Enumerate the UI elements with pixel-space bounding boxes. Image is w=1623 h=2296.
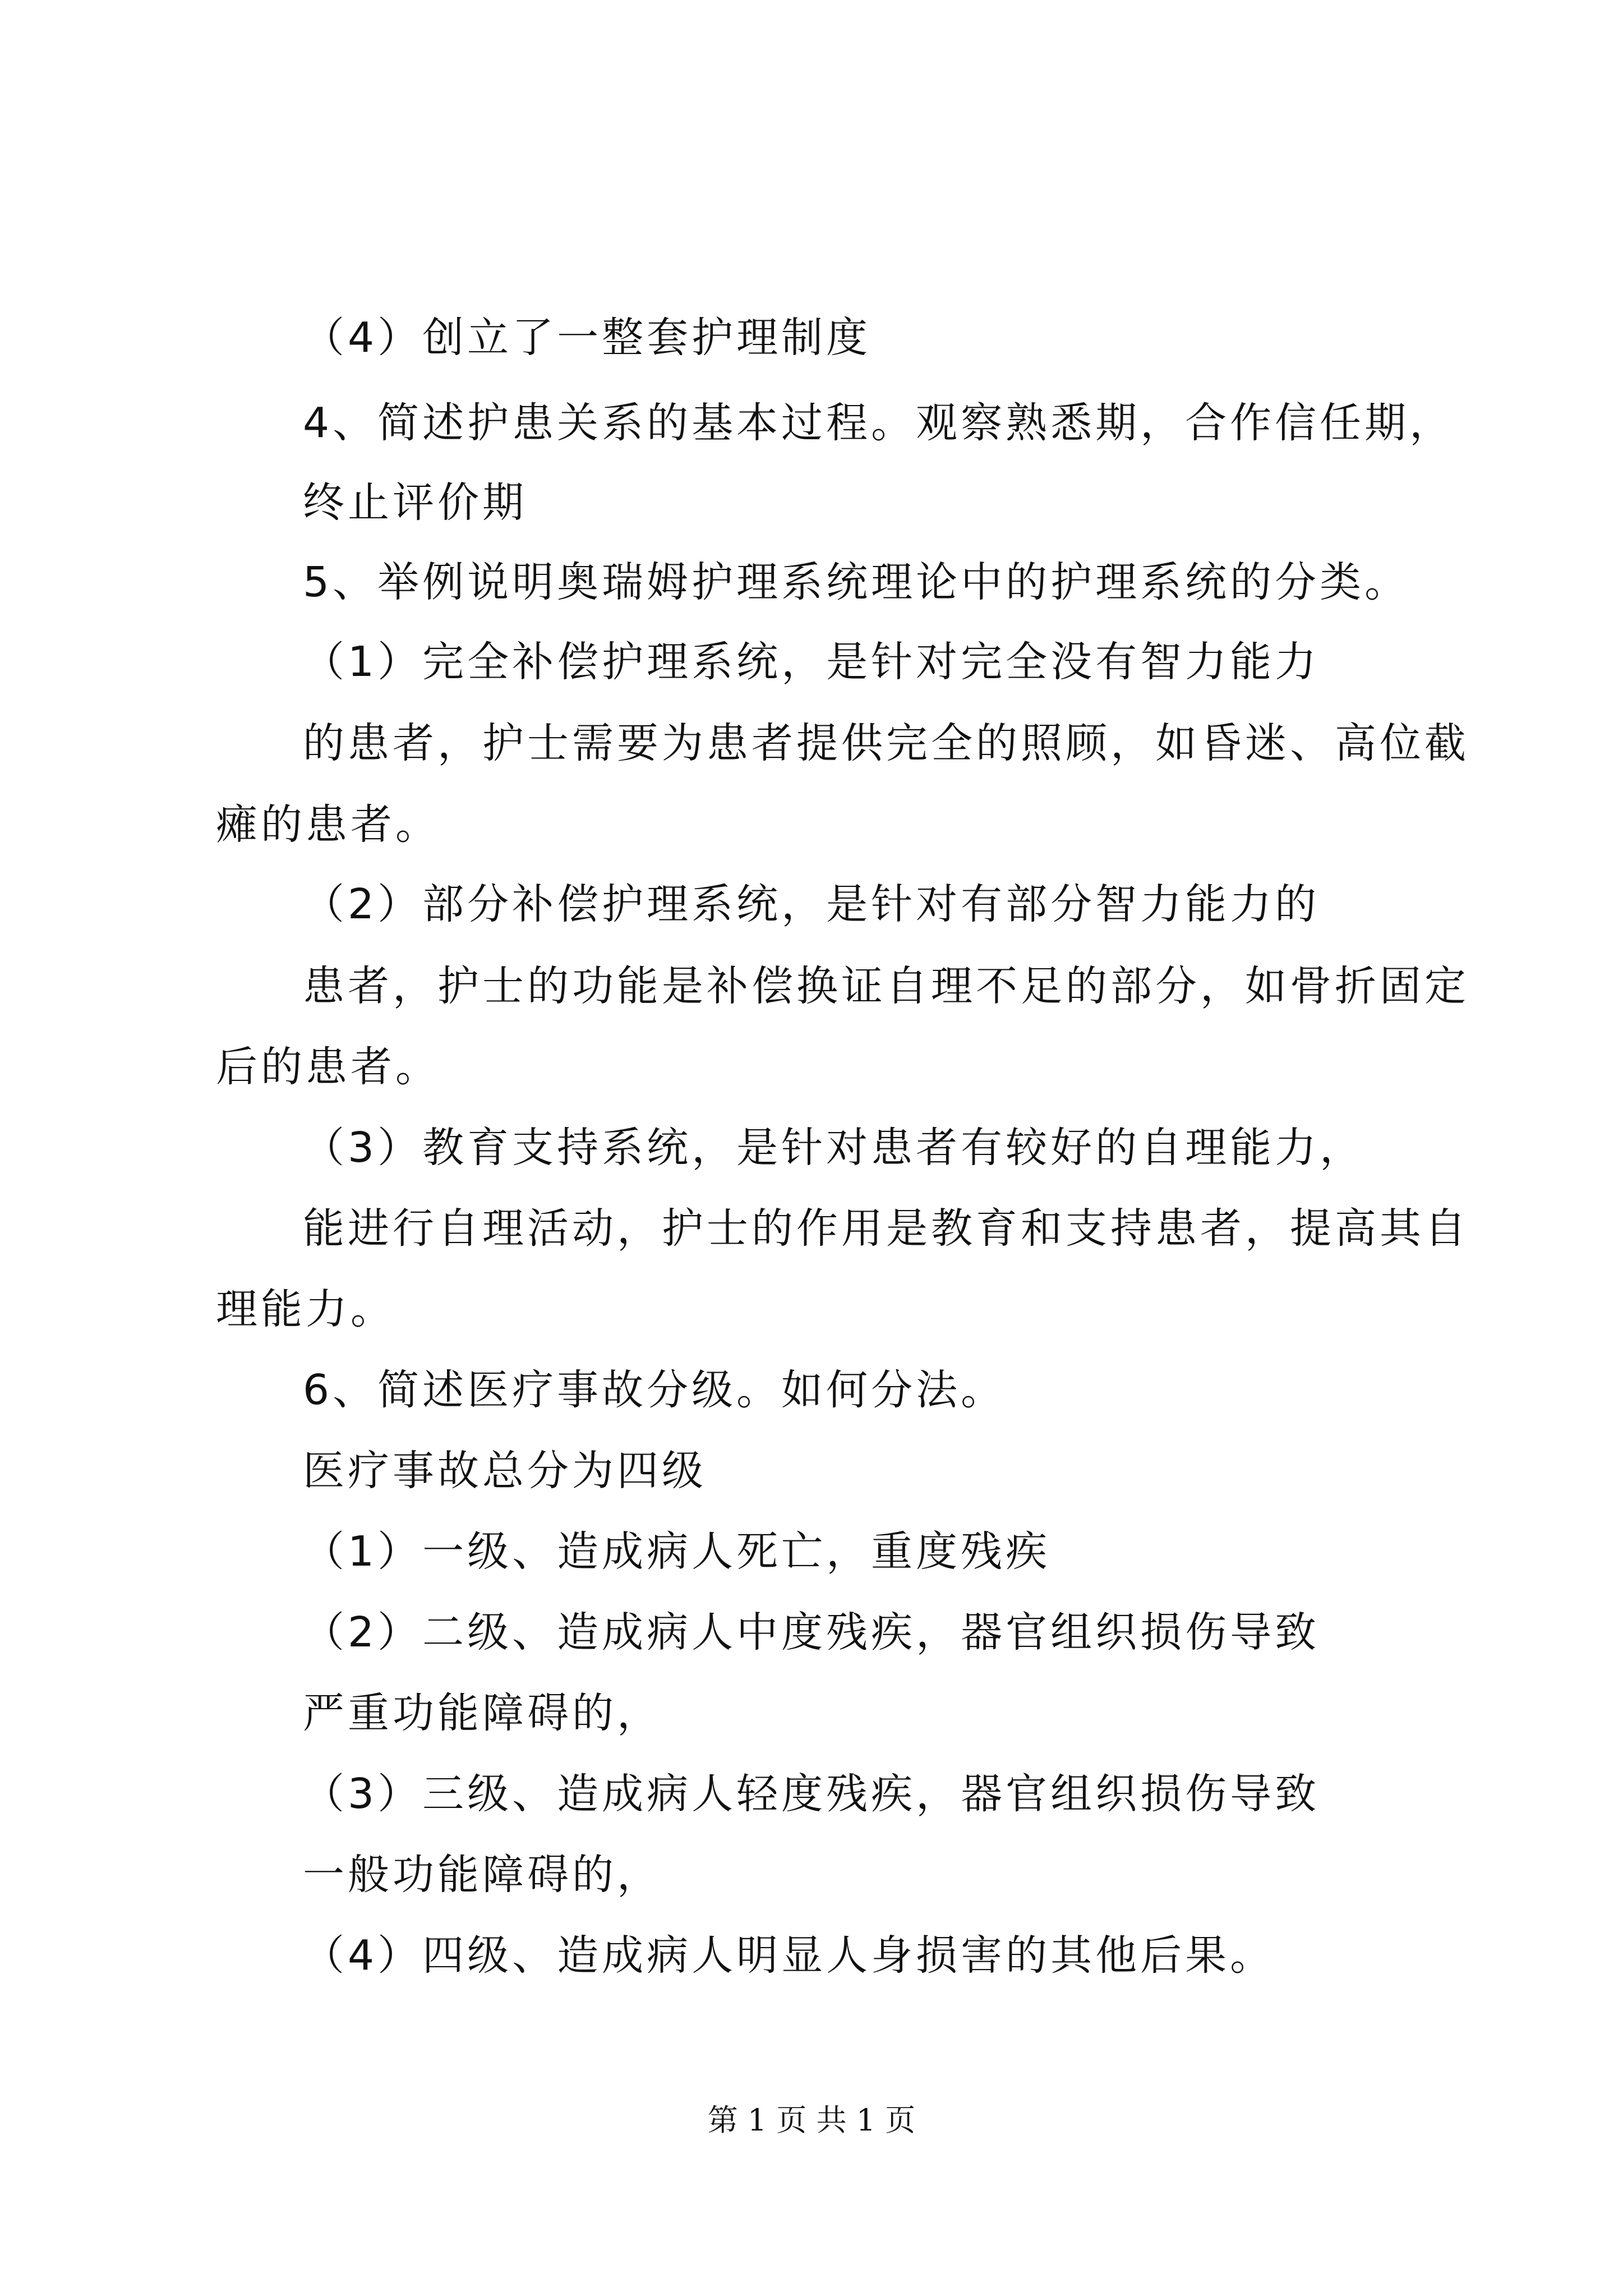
text-line: 6、简述医疗事故分级。如何分法。: [303, 1366, 1006, 1414]
text-line: （4）四级、造成病人明显人身损害的其他后果。: [303, 1931, 1275, 1980]
text-line: 患者，护士的功能是补偿换证自理不足的部分，如骨折固定: [303, 962, 1469, 1010]
text-line: 后的患者。: [216, 1043, 440, 1091]
text-line: 能进行自理活动，护士的作用是教育和支持患者，提高其自: [303, 1204, 1469, 1253]
text-line: （2）二级、造成病人中度残疾，器官组织损伤导致: [303, 1608, 1320, 1657]
text-line: 4、简述护患关系的基本过程。观察熟悉期，合作信任期，: [303, 399, 1455, 447]
text-line: 理能力。: [216, 1285, 395, 1333]
text-line: （1）完全补偿护理系统，是针对完全没有智力能力: [303, 638, 1320, 686]
text-line: （3）三级、造成病人轻度残疾，器官组织损伤导致: [303, 1770, 1320, 1818]
text-line: 5、举例说明奥瑞姆护理系统理论中的护理系统的分类。: [303, 558, 1410, 606]
text-line: 一般功能障碍的，: [303, 1851, 662, 1899]
text-line: 终止评价期: [303, 478, 527, 527]
text-line: （3）教育支持系统，是针对患者有较好的自理能力，: [303, 1124, 1365, 1172]
page-footer: 第 1 页 共 1 页: [707, 2102, 916, 2138]
text-line: （2）部分补偿护理系统，是针对有部分智力能力的: [303, 880, 1320, 928]
text-line: （1）一级、造成病人死亡，重度残疾: [303, 1527, 1051, 1576]
text-line: 医疗事故总分为四级: [303, 1447, 707, 1495]
text-line: （4）创立了一整套护理制度: [303, 314, 872, 362]
text-line: 严重功能障碍的，: [303, 1689, 662, 1737]
text-line: 的患者，护士需要为患者提供完全的照顾，如昏迷、高位截: [303, 719, 1469, 767]
text-line: 瘫的患者。: [216, 800, 440, 849]
